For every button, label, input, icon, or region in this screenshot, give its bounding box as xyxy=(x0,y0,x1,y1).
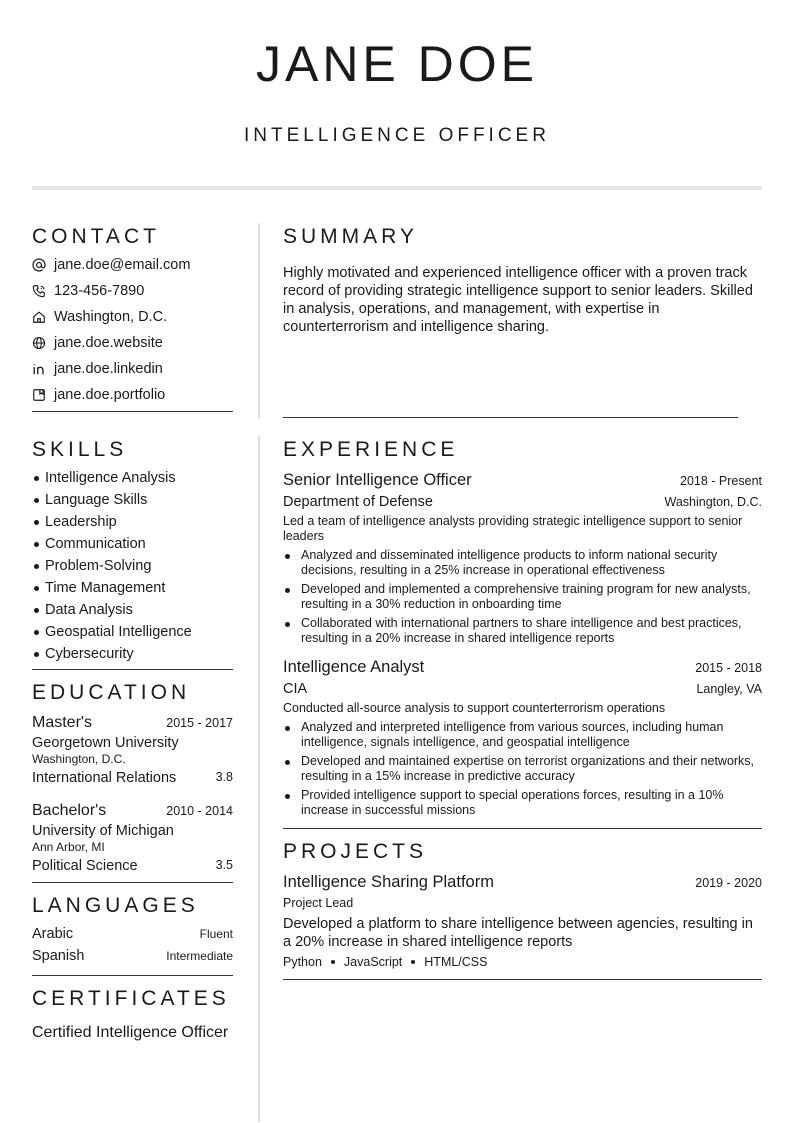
job-entry xyxy=(283,658,762,818)
education-entry xyxy=(32,802,233,874)
contact-text: Washington, D.C. xyxy=(54,309,168,325)
bullet-icon xyxy=(285,588,290,593)
company-name: Department of Defense xyxy=(283,494,433,510)
company-name: CIA xyxy=(283,681,308,697)
skill-item: Language Skills xyxy=(32,489,233,511)
job-title: INTELLIGENCE OFFICER xyxy=(244,125,550,146)
experience-heading: EXPERIENCE xyxy=(283,438,459,461)
bullet-icon xyxy=(285,794,290,799)
gpa: 3.5 xyxy=(215,858,233,872)
skill-item: Communication xyxy=(32,533,233,555)
achievement-item: Provided intelligence support to special operations forces, resulting in a 10% increase in successful missions xyxy=(283,788,762,818)
projects-section xyxy=(283,839,762,980)
contact-text: jane.doe@email.com xyxy=(54,257,191,273)
gpa: 3.8 xyxy=(215,770,233,784)
bullet-icon xyxy=(34,652,39,657)
achievement-item: Developed and implemented a comprehensive training program for new analysts, resulting in a 30% reduction in onboarding time xyxy=(283,582,762,612)
section-divider xyxy=(32,975,233,976)
project-tag: HTML/CSS xyxy=(424,955,488,969)
contact-section xyxy=(32,224,233,412)
skill-item: Problem-Solving xyxy=(32,555,233,577)
language-item xyxy=(32,923,233,945)
project-tag: Python xyxy=(283,955,322,969)
project-title: Intelligence Sharing Platform xyxy=(283,873,494,891)
certificate-item: Certified Intelligence Officer xyxy=(32,1024,229,1041)
project-description: Developed a platform to share intelligence between agencies, resulting in a 20% increase in shared intelligence reports xyxy=(283,916,753,950)
job-position: Intelligence Analyst xyxy=(283,658,425,676)
contact-email[interactable] xyxy=(32,252,233,278)
skill-item: Intelligence Analysis xyxy=(32,467,233,489)
job-dates: 2018 - Present xyxy=(680,474,762,488)
job-dates: 2015 - 2018 xyxy=(695,661,762,675)
projects-heading: PROJECTS xyxy=(283,840,428,863)
experience-section xyxy=(283,437,762,980)
bullet-icon xyxy=(34,542,39,547)
education-dates: 2015 - 2017 xyxy=(166,716,233,730)
bullet-icon xyxy=(285,760,290,765)
contact-location xyxy=(32,304,233,330)
section-divider xyxy=(32,669,233,670)
education-section xyxy=(32,680,233,883)
summary-heading: SUMMARY xyxy=(283,225,418,248)
achievement-item: Developed and maintained expertise on terrorist organizations and their networks, resulting in a 15% increase in predictive accuracy xyxy=(283,754,762,784)
skill-item: Time Management xyxy=(32,577,233,599)
at-icon xyxy=(32,258,46,272)
portfolio-icon xyxy=(32,388,46,402)
section-divider xyxy=(283,828,762,829)
summary-text: Highly motivated and experienced intelligence officer with a proven track record of providing strategic intelligence support to senior leaders. Skilled in analysis, operations, and management, with expertise in counterterrorism and intelligence sharing. xyxy=(283,265,753,335)
section-divider xyxy=(32,411,233,412)
bullet-icon xyxy=(285,622,290,627)
skill-item: Cybersecurity xyxy=(32,643,233,665)
section-divider xyxy=(32,882,233,883)
achievement-item: Analyzed and disseminated intelligence products to inform national security decisions, resulting in a 25% increase in operational effectiveness xyxy=(283,548,762,578)
degree: Bachelor's xyxy=(32,802,107,819)
bullet-icon xyxy=(34,498,39,503)
education-heading: EDUCATION xyxy=(32,681,191,704)
column-divider xyxy=(258,436,260,1122)
section-divider xyxy=(283,417,738,418)
bullet-icon xyxy=(34,586,39,591)
linkedin-icon xyxy=(32,362,46,376)
job-location: Langley, VA xyxy=(696,682,762,696)
phone-icon xyxy=(32,284,46,298)
school-name: University of Michigan xyxy=(32,823,174,839)
column-divider xyxy=(258,223,260,419)
job-location: Washington, D.C. xyxy=(664,495,762,509)
section-divider xyxy=(283,979,762,980)
project-tags xyxy=(283,955,762,969)
header-divider xyxy=(32,186,762,190)
language-name: Spanish xyxy=(32,948,85,964)
job-description: Led a team of intelligence analysts providing strategic intelligence support to senior leaders xyxy=(283,514,743,543)
skills-heading: SKILLS xyxy=(32,438,128,461)
certificates-heading: CERTIFICATES xyxy=(32,987,230,1010)
achievement-item: Collaborated with international partners to share intelligence and best practices, resulting in a 20% increase in shared intelligence reports xyxy=(283,616,762,646)
bullet-icon xyxy=(34,630,39,635)
contact-linkedin[interactable] xyxy=(32,356,233,382)
project-dates: 2019 - 2020 xyxy=(695,876,762,890)
degree: Master's xyxy=(32,714,92,731)
school-location: Ann Arbor, MI xyxy=(32,840,105,854)
contact-heading: CONTACT xyxy=(32,225,160,248)
globe-icon xyxy=(32,336,46,350)
skill-item: Data Analysis xyxy=(32,599,233,621)
language-level: Fluent xyxy=(199,927,233,941)
skill-item: Leadership xyxy=(32,511,233,533)
summary-section xyxy=(283,224,762,418)
bullet-icon xyxy=(34,608,39,613)
bullet-icon xyxy=(285,726,290,731)
contact-phone[interactable] xyxy=(32,278,233,304)
school-location: Washington, D.C. xyxy=(32,752,126,766)
bullet-icon xyxy=(285,554,290,559)
field-of-study: International Relations xyxy=(32,770,177,786)
bullet-icon xyxy=(34,564,39,569)
contact-text: jane.doe.website xyxy=(54,335,163,351)
contact-text: jane.doe.linkedin xyxy=(54,361,163,377)
contact-website[interactable] xyxy=(32,330,233,356)
education-entry xyxy=(32,714,233,786)
languages-heading: LANGUAGES xyxy=(32,894,199,917)
job-description: Conducted all-source analysis to support counterterrorism operations xyxy=(283,701,666,715)
language-level: Intermediate xyxy=(166,949,233,963)
education-dates: 2010 - 2014 xyxy=(166,804,233,818)
language-item xyxy=(32,945,233,967)
contact-text: jane.doe.portfolio xyxy=(54,387,166,403)
language-name: Arabic xyxy=(32,926,74,942)
skill-item: Geospatial Intelligence xyxy=(32,621,233,643)
certificates-section xyxy=(32,986,233,1043)
skills-section xyxy=(32,437,233,1043)
project-entry xyxy=(283,873,762,969)
contact-text: 123-456-7890 xyxy=(54,283,145,299)
field-of-study: Political Science xyxy=(32,858,138,874)
bullet-icon xyxy=(34,476,39,481)
bullet-icon xyxy=(34,520,39,525)
contact-portfolio[interactable] xyxy=(32,382,233,408)
job-position: Senior Intelligence Officer xyxy=(283,471,472,489)
languages-section xyxy=(32,893,233,976)
home-icon xyxy=(32,310,46,324)
separator-dot-icon xyxy=(411,960,415,964)
school-name: Georgetown University xyxy=(32,735,179,751)
job-entry xyxy=(283,471,762,646)
separator-dot-icon xyxy=(331,960,335,964)
project-tag: JavaScript xyxy=(343,955,403,969)
project-role: Project Lead xyxy=(283,896,354,910)
candidate-name: JANE DOE xyxy=(255,36,539,92)
achievement-item: Analyzed and interpreted intelligence from various sources, including human intelligence, signals intelligence, and geospatial intelligence xyxy=(283,720,762,750)
